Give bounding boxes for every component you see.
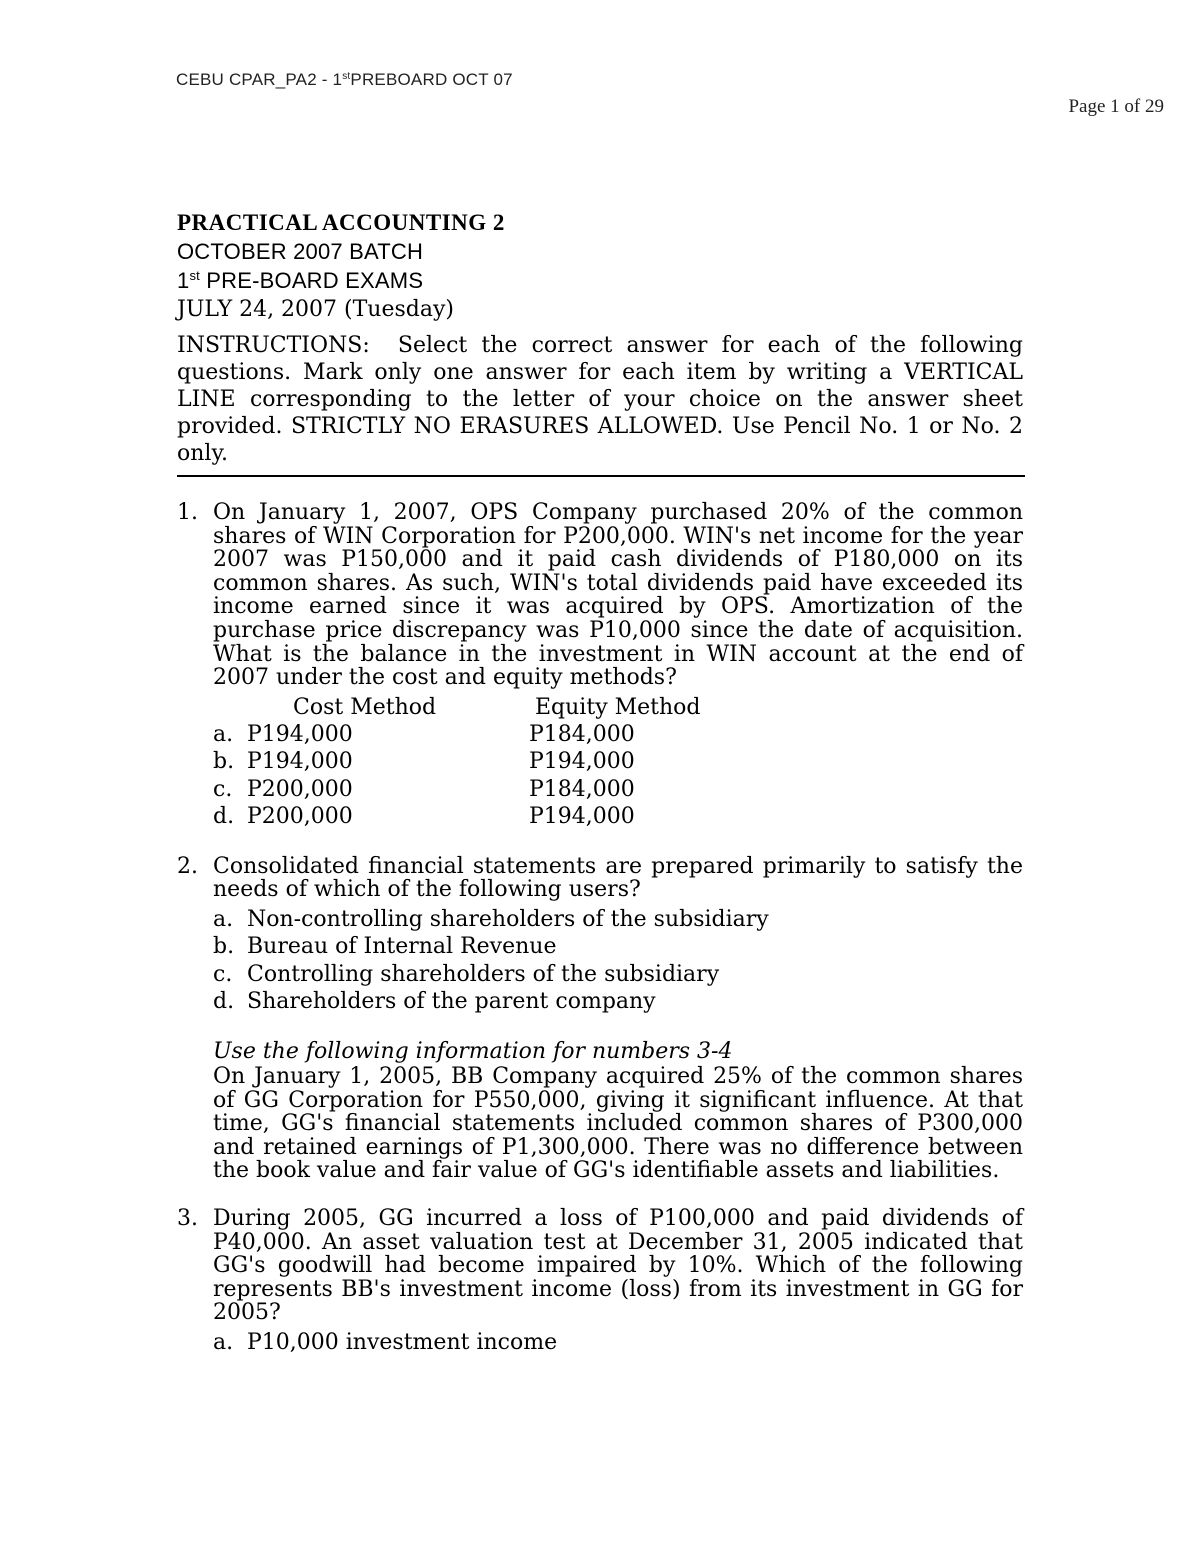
answer-option (213, 803, 1023, 831)
option-cost-value: P194,000 (247, 721, 353, 747)
info-text: On January 1, 2005, BB Company acquired 25% of the common shares of GG Corporation for P550,000, giving it significant influence. At that time, GG's financial statements included common shares of P300,000 and retained earnings of P1,300,000. There was no difference between the book value and fair value of GG's identifiable assets and liabilities. (213, 1063, 1023, 1184)
exam-content (177, 208, 1023, 1356)
page-number: Page 1 of 29 (1068, 96, 1164, 117)
instructions (177, 332, 1023, 467)
exam-title: PRACTICAL ACCOUNTING 2 (177, 210, 505, 235)
question-text: During 2005, GG incurred a loss of P100,000 and paid dividends of P40,000. An asset valuation test at December 31, 2005 indicated that GG's goodwill had become impaired by 10%. Which of the following represents BB's investment income (loss) from its investment in GG for 2005? (213, 1205, 1023, 1326)
answer-option (213, 748, 1023, 776)
exam-type-superscript: st (189, 268, 200, 283)
option-cost-value: P194,000 (247, 749, 353, 775)
header-suffix: PREBOARD OCT 07 (350, 70, 513, 89)
option-equity-value: P194,000 (529, 804, 635, 830)
option-letter: b. (213, 934, 235, 960)
option-letter: b. (213, 749, 235, 775)
title-block (177, 208, 1023, 324)
option-text: Non-controlling shareholders of the subsidiary (247, 906, 769, 932)
instructions-text: Select the correct answer for each of the following questions. Mark only one answer for each item by writing a VERTICAL LINE corresponding to the letter of your choice on the answer sheet provided. STRICTLY NO ERASURES ALLOWED. Use Pencil No. 1 or No. 2 only. (177, 333, 1023, 466)
option-equity-value: P184,000 (529, 721, 635, 747)
option-equity-value: P184,000 (529, 776, 635, 802)
divider-line (177, 475, 1025, 477)
answer-option (213, 776, 1023, 804)
option-letter: c. (213, 961, 233, 987)
answer-option (213, 988, 1023, 1016)
shared-info-block (177, 1038, 1023, 1183)
running-header (176, 70, 513, 90)
question-text: On January 1, 2007, OPS Company purchased 20% of the common shares of WIN Corporation for P200,000. WIN's net income for the year 2007 was P150,000 and it paid cash dividends of P180,000 on its common shares. As such, WIN's total dividends paid have exceeded its income earned since it was acquired by OPS. Amortization of the purchase price discrepancy was P10,000 since the date of acquisition. What is the balance in the investment in WIN account at the end of 2007 under the cost and equity methods? (213, 500, 1023, 691)
info-heading: Use the following information for numbers 3-4 (213, 1038, 733, 1064)
option-text: Controlling shareholders of the subsidiary (247, 961, 720, 987)
option-text: Shareholders of the parent company (247, 989, 656, 1015)
option-letter: c. (213, 776, 233, 802)
exam-type-label: PRE-BOARD EXAMS (199, 268, 424, 293)
answer-column-headers (213, 694, 1023, 721)
answer-option (213, 906, 1023, 934)
question-3 (177, 1207, 1023, 1356)
exam-batch: OCTOBER 2007 BATCH (177, 239, 424, 264)
option-letter: a. (213, 906, 234, 932)
question-number: 1. (177, 500, 198, 525)
question-text: Consolidated financial statements are prepared primarily to satisfy the needs of which of the following users? (213, 853, 1023, 903)
answer-option (213, 1329, 1023, 1357)
option-text: Bureau of Internal Revenue (247, 934, 557, 960)
option-text: P10,000 investment income (247, 1329, 558, 1355)
option-letter: d. (213, 804, 235, 830)
exam-type (177, 266, 1023, 295)
answer-option (213, 961, 1023, 989)
header-prefix: CEBU CPAR_PA2 - 1 (176, 70, 343, 89)
column-header-equity: Equity Method (535, 694, 701, 720)
instructions-label: INSTRUCTIONS: (177, 333, 370, 358)
header-superscript: st (342, 71, 351, 82)
option-cost-value: P200,000 (247, 776, 353, 802)
question-2 (177, 855, 1023, 1016)
question-number: 3. (177, 1205, 198, 1231)
answer-option (213, 933, 1023, 961)
option-letter: d. (213, 989, 235, 1015)
answer-option (213, 721, 1023, 749)
column-header-cost: Cost Method (293, 694, 437, 720)
question-number: 2. (177, 853, 198, 879)
option-letter: a. (213, 1329, 234, 1355)
option-letter: a. (213, 721, 234, 747)
exam-date: JULY 24, 2007 (Tuesday) (177, 297, 454, 322)
option-cost-value: P200,000 (247, 804, 353, 830)
answer-options (213, 1329, 1023, 1357)
exam-type-number: 1 (177, 268, 190, 293)
answer-options (213, 906, 1023, 1016)
option-equity-value: P194,000 (529, 749, 635, 775)
question-1 (177, 501, 1023, 831)
